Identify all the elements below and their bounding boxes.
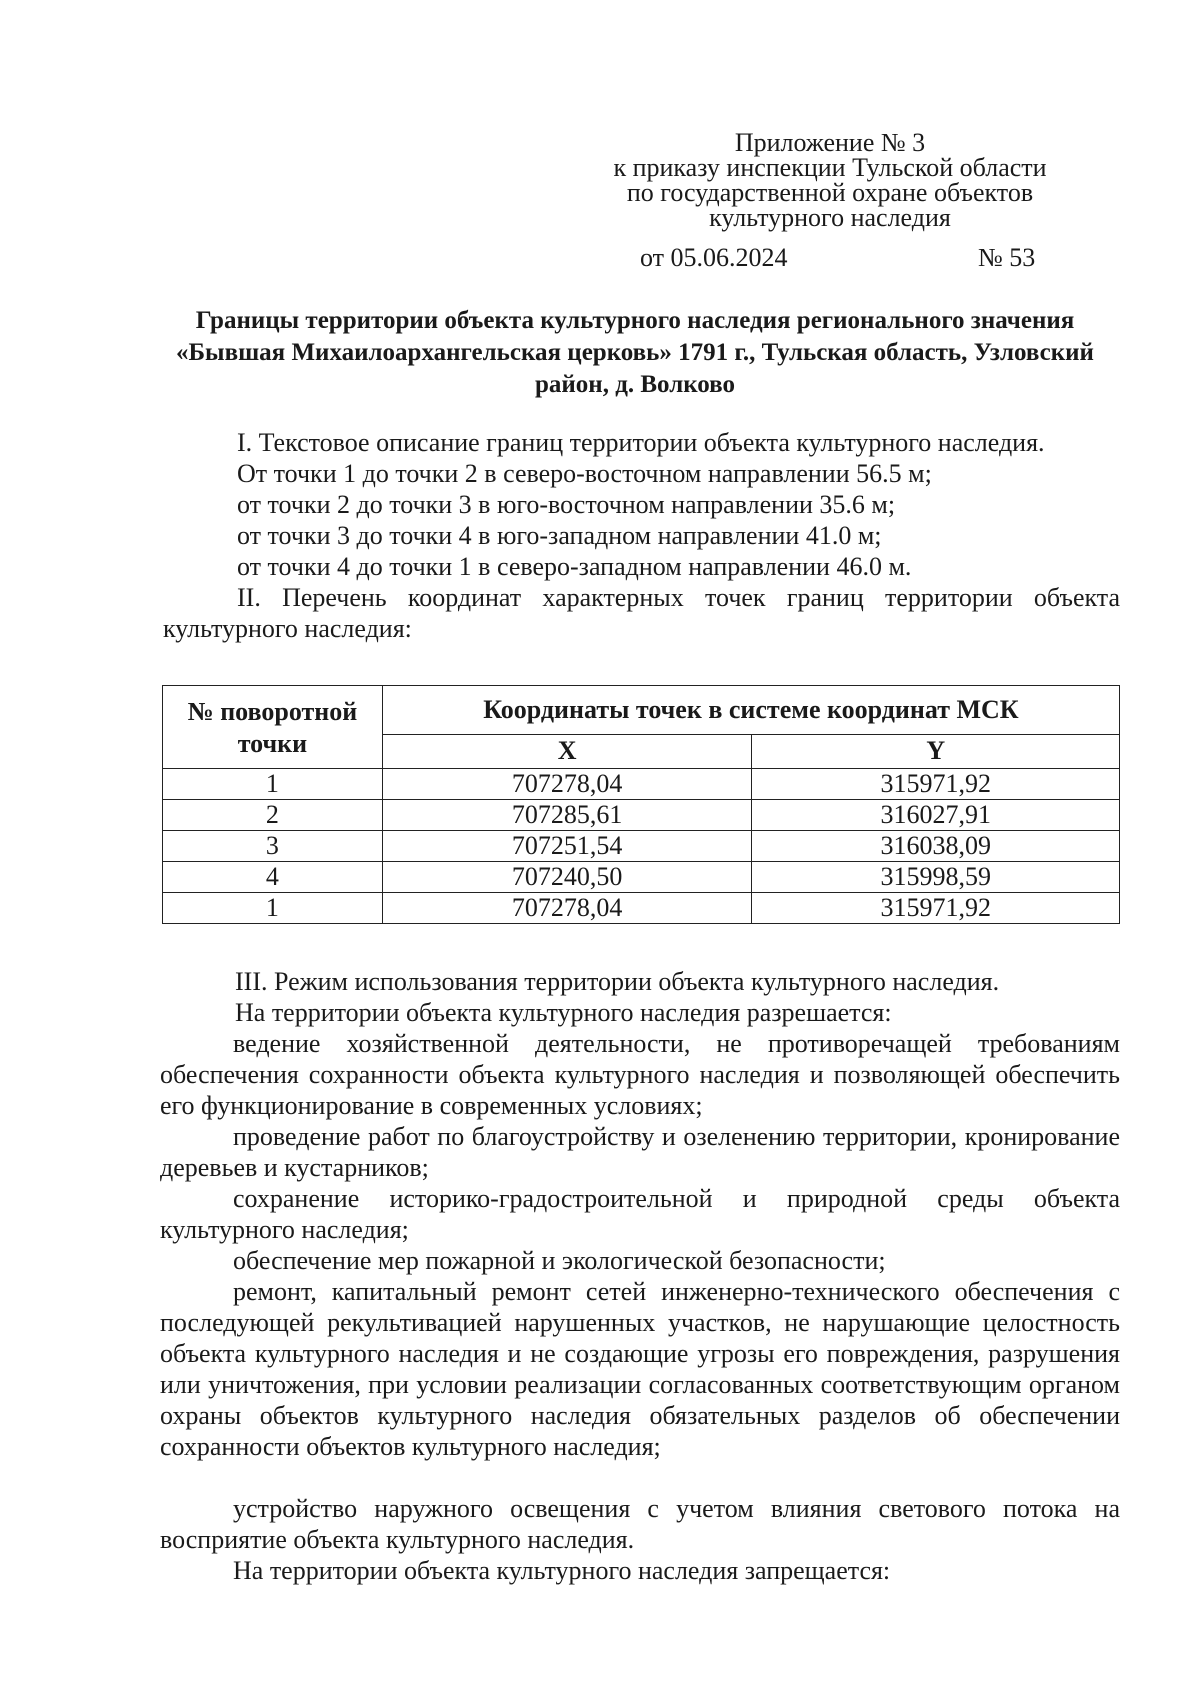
y-cell: 315971,92 [752, 769, 1120, 800]
appendix-line-4: культурного наследия [709, 203, 951, 232]
x-cell: 707251,54 [382, 831, 752, 862]
point-cell: 1 [163, 893, 383, 924]
header-point-number: № поворотной точки [163, 686, 383, 769]
appendix-line-2: к приказу инспекции Тульской области [613, 153, 1047, 182]
allowed-item: проведение работ по благоустройству и озеленению территории, кронирование деревьев и кустарников; [160, 1122, 1120, 1182]
boundary-line: от точки 2 до точки 3 в юго-восточном направлении 35.6 м; [237, 490, 896, 519]
boundary-line: от точки 3 до точки 4 в юго-западном направлении 41.0 м; [237, 521, 882, 550]
y-cell: 316027,91 [752, 800, 1120, 831]
table-row [163, 893, 1120, 924]
point-cell: 1 [163, 769, 383, 800]
table-row [163, 862, 1120, 893]
allowed-item: обеспечение мер пожарной и экологической безопасности; [233, 1246, 886, 1275]
x-cell: 707278,04 [382, 769, 752, 800]
table-row [163, 769, 1120, 800]
allowed-item: ведение хозяйственной деятельности, не противоречащей требованиям обеспечения сохранности объекта культурного наследия и позволяющей обеспечить его функционирование в современных условиях; [160, 1029, 1120, 1120]
x-cell: 707278,04 [382, 893, 752, 924]
x-cell: 707240,50 [382, 862, 752, 893]
boundary-line: от точки 4 до точки 1 в северо-западном направлении 46.0 м. [237, 552, 912, 581]
table-row [163, 831, 1120, 862]
y-cell: 316038,09 [752, 831, 1120, 862]
section-3-heading: III. Режим использования территории объекта культурного наследия. [235, 967, 1000, 996]
table-row [163, 800, 1120, 831]
forbidden-intro: На территории объекта культурного наследия запрещается: [233, 1556, 891, 1585]
header-x: X [382, 734, 752, 768]
section-2-heading-cont: культурного наследия: [163, 614, 412, 643]
x-cell: 707285,61 [382, 800, 752, 831]
appendix-number: № 53 [978, 243, 1036, 272]
allowed-item: ремонт, капитальный ремонт сетей инженерно-технического обеспечения с последующей рекультивацией нарушенных участков, не нарушающие целостность объекта культурного наследия и не создающие угрозы его повреждения, разрушения или уничтожения, при условии реализации согласованных соответствующим органом охраны объектов культурного наследия обязательных разделов об обеспечении сохранности объектов культурного наследия; [160, 1277, 1120, 1461]
header-coordinates: Координаты точек в системе координат МСК [382, 686, 1119, 735]
section-1-heading: I. Текстовое описание границ территории объекта культурного наследия. [237, 428, 1045, 457]
boundary-line: От точки 1 до точки 2 в северо-восточном направлении 56.5 м; [237, 459, 932, 488]
header-y: Y [752, 734, 1120, 768]
allowed-item: устройство наружного освещения с учетом влияния светового потока на восприятие объекта культурного наследия. [160, 1494, 1120, 1554]
document-title: Границы территории объекта культурного наследия регионального значения «Бывшая Михаилоархангельская церковь» 1791 г., Тульская область, Узловский район, д. Волково [176, 307, 1094, 398]
appendix-date: от 05.06.2024 [640, 243, 788, 272]
y-cell: 315971,92 [752, 893, 1120, 924]
point-cell: 3 [163, 831, 383, 862]
appendix-header [560, 130, 1100, 230]
allowed-item: сохранение историко-градостроительной и природной среды объекта культурного наследия; [160, 1184, 1120, 1244]
point-cell: 2 [163, 800, 383, 831]
y-cell: 315998,59 [752, 862, 1120, 893]
appendix-line-3: по государственной охране объектов [626, 178, 1034, 207]
allowed-intro: На территории объекта культурного наследия разрешается: [235, 998, 892, 1027]
appendix-line-1: Приложение № 3 [734, 128, 926, 157]
coordinates-table [162, 685, 1120, 924]
section-2-heading: II. Перечень координат характерных точек границ территории объекта [237, 583, 1120, 612]
point-cell: 4 [163, 862, 383, 893]
